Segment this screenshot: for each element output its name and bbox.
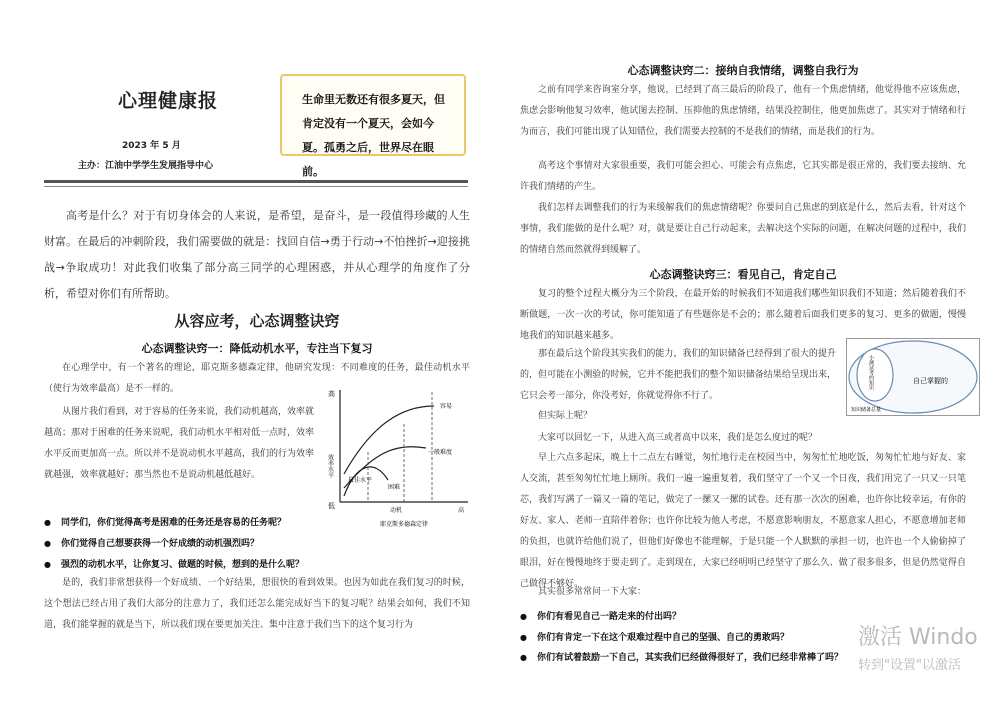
tip3-paragraph-3: 但实际上呢？: [538, 411, 593, 421]
divider-thin: [44, 186, 468, 187]
yerkes-dodson-figure: [322, 384, 472, 530]
optimum-label: 最佳水平: [348, 477, 373, 484]
activation-watermark: 激活 Windo: [858, 625, 978, 650]
list-item: ● 你们觉得自己想要获得一个好成绩的动机强烈吗？: [44, 536, 259, 549]
tip3-paragraph-4: 大家可以回忆一下，从进入高三或者高中以来，我们是怎么度过的呢？: [538, 433, 818, 443]
tip3-paragraph-1: 复习的整个过程大概分为三个阶段，在最开始的时候我们不知道我们哪些知识我们不知道；然后随着我们不断做题，一次一次的考试，你可能知道了有些题你是不会的；那么随着后面我们更多的复习、更多的做题，慢慢地我们的知识越来越多。: [520, 289, 966, 341]
curve-easy: [344, 406, 434, 474]
bottom-label: 知识储备总量: [851, 407, 882, 413]
tip2-paragraph-3: 我们怎样去调整我们的行为来缓解我们的焦虑情绪呢？你要问自己焦虑的到底是什么，然后去看，针对这个事情，我们能做的是什么呢？对，就是要让自己行动起来，去解决这个实际的问题，在解决问题的过程中，我们的情绪自然而然就得到缓解了。: [520, 203, 966, 255]
divider-thick: [44, 180, 468, 183]
list-item: ● 强烈的动机水平，让你复习、做题的时候，想到的是什么呢？: [44, 557, 304, 570]
tip2-paragraph-2: 高考这个事情对大家很重要，我们可能会担心、可能会有点焦虑，它其实都是很正常的，我们要去接纳、允许我们情绪的产生。: [520, 161, 966, 192]
host-line: 主办：江油中学学生发展指导中心: [78, 161, 214, 171]
list-item: ● 你们有肯定一下在这个艰难过程中自己的坚强、自己的勇敢吗？: [520, 630, 789, 643]
list-item: ● 你们有看见自己一路走来的付出吗？: [520, 609, 681, 622]
tip3-paragraph-5: 早上六点多起床，晚上十二点左右睡觉，匆忙地行走在校园当中，匆匆忙忙地吃饭，匆匆忙忙地与好友、家人交流，甚至匆匆忙忙地上厕所。我们一遍一遍重复着，我们坚守了一个又一个日夜，我们用完了一只又一只笔芯，我们写满了一篇又一篇的笔记，做完了一摞又一摞的试卷。还有那一次次的困难，也许你比较幸运，有你的好友、家人、老师一直陪伴着你；也许你比较为他人考虑，不愿意影响朋友，不愿意家人担心，不愿意增加老师的负担，也就许给他们说了，但他们好像也不能理解，于是只能一个人默默的承担一切，也许也一个人偷偷掉了眼泪，好在慢慢地终于要走到了。走到现在，大家已经明明已经坚守了那么久、做了很多很多，但是仍然觉得自己做得不够好。: [520, 453, 966, 589]
tip1-paragraph-3: 是的，我们非常想获得一个好成绩、一个好结果，想很快的看到效果。也因为如此在我们复习的时候，这个想法已经占用了我们大部分的注意力了，我们还怎么能完成好当下的复习呢？结果会如何，我们不知道，我们能掌握的就是当下，所以我们现在要更加关注、集中注意于我们当下的这个复习行为: [44, 578, 470, 630]
curve-easy-label: 容易: [440, 403, 453, 410]
tip3-paragraph-2: 那在最后这个阶段其实我们的能力，我们的知识储备已经得到了很大的提升的，但可能在小测验的时候，它并不能把我们的整个知识储备结果给呈现出来，它只会考一部分，你没考好，你就觉得你不行了。: [520, 349, 836, 401]
list-item: ● 同学们，你们觉得高考是困难的任务还是容易的任务呢？: [44, 515, 286, 528]
tip2-title: 心态调整诀窍二：接纳自我情绪，调整自我行为: [627, 64, 859, 77]
newsletter-title: 心理健康报: [118, 90, 219, 112]
inner-ellipse: [857, 349, 893, 401]
curve-medium-label: 一般难度: [428, 449, 453, 456]
y-bottom-label: 低: [328, 502, 335, 510]
section-heading: 从容应考，心态调整诀窍: [174, 312, 340, 330]
x-right-label: 高: [458, 507, 465, 514]
y-axis-label: 效率水平: [326, 454, 334, 478]
list-item: ● 你们有试着鼓励一下自己，其实我们已经做得很好了，我们已经非常棒了吗？: [520, 650, 843, 663]
intro-paragraph: 高考是什么？对于有切身体会的人来说，是希望，是奋斗，是一段值得珍藏的人生财富。在最后的冲刺阶段，我们需要做的就是：找回自信→勇于行动→不怕挫折→迎接挑战→争取成功！对此我们收集了部分高三同学的心理困惑，并从心理学的角度作了分析，希望对你们有所帮助。: [44, 209, 470, 300]
tip3-paragraph-6: 其实很多常常问一下大家：: [538, 587, 647, 597]
tip3-title: 心态调整诀窍三：看见自己，肯定自己: [649, 268, 837, 281]
figure-caption: 耶克斯多德森定律: [379, 521, 429, 528]
tip2-paragraph-1: 之前有同学来咨询室分享，他说，已经到了高三最后的阶段了，他有一个焦虑情绪，他觉得他不应该焦虑，焦虑会影响他复习效率，他试图去控制、压抑他的焦虑情绪，结果没控制住，他更加焦虑了。其实对于情绪和行为而言，我们可能出现了认知错位，我们需要去控制的不是我们的情绪，而是我们的行为。: [520, 85, 966, 137]
outer-label: 自己掌握的: [913, 377, 948, 385]
slogan-box: 生命里无数还有很多夏天，但肯定没有一个夏天，会如今夏。孤勇之后，世界尽在眼前。: [280, 74, 466, 156]
knowledge-figure: [846, 338, 980, 416]
tip1-paragraph-1: 在心理学中，有一个著名的理论，耶克斯多德森定律，他研究发现：不同难度的任务，最佳动机水平（使行为效率最高）是不一样的。: [44, 363, 470, 394]
activation-hint: 转到"设置"以激活: [858, 658, 961, 673]
inner-label: 小测试考的知识: [868, 355, 874, 390]
curve-hard-label: 困难: [388, 484, 401, 491]
x-axis-label: 动机: [390, 507, 403, 514]
tip1-title: 心态调整诀窍一：降低动机水平，专注当下复习: [141, 342, 373, 355]
tip1-paragraph-2: 从图片我们看到，对于容易的任务来说，我们动机越高，效率就越高；那对于困难的任务来说呢，我们动机水平相对低一点时，效率水平反而更加高一点。所以并不是说动机水平越高，我们的行为效率就越强，效率就越好；那当然也不是说动机越低越好。: [44, 407, 315, 480]
issue-date: 2023 年 5 月: [122, 141, 181, 151]
y-top-label: 高: [328, 390, 335, 398]
